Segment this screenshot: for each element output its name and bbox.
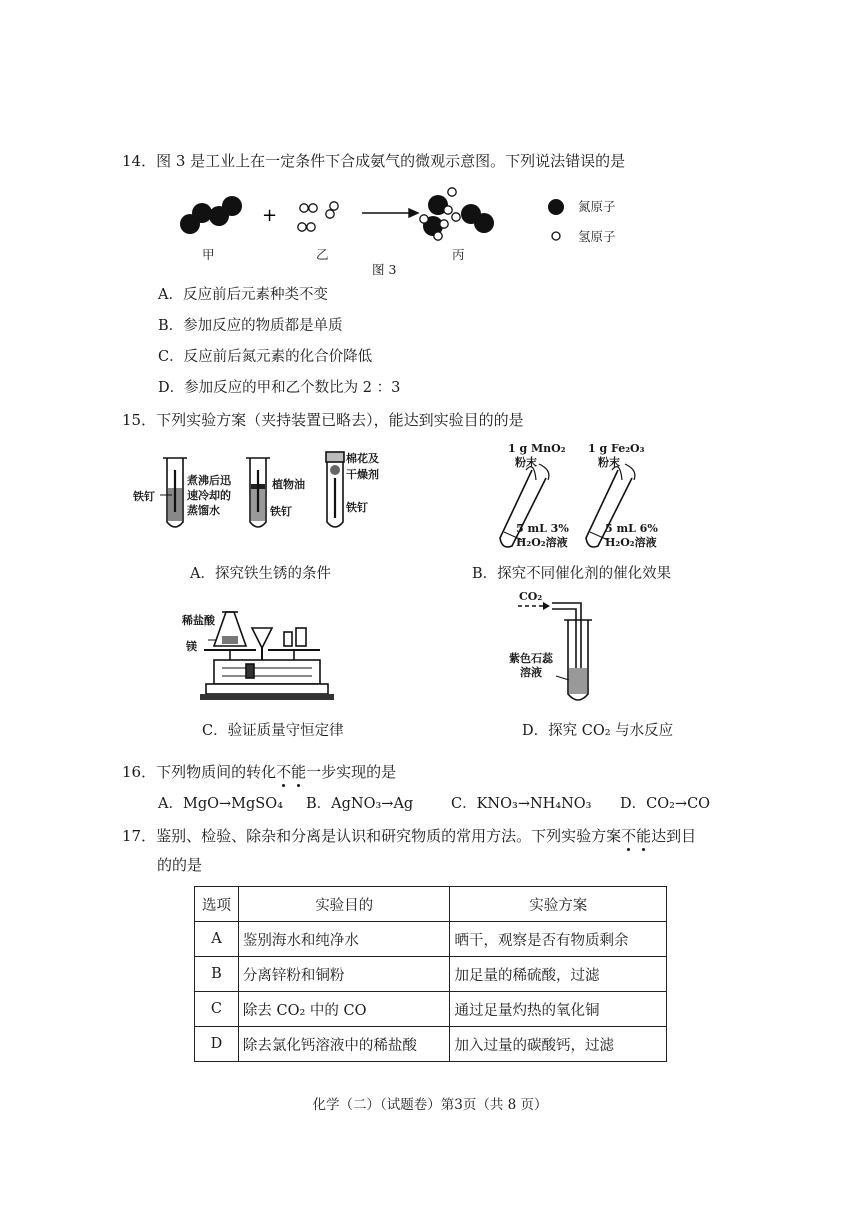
a-cotton-line1: 棉花及: [346, 452, 379, 465]
row-purpose: 除去 CO₂ 中的 CO: [238, 992, 450, 1027]
b-left-sol1: 5 mL 3%: [516, 522, 569, 535]
q17-stem-pre: 17．鉴别、检验、除杂和分离是认识和研究物质的常用方法。下列实验方案: [122, 827, 622, 845]
label-yi: 乙: [316, 247, 329, 262]
a-nail3-label: 铁钉: [346, 501, 368, 514]
row-purpose: 鉴别海水和纯净水: [238, 922, 450, 957]
table-row: [195, 992, 667, 1027]
q16-stem-pre: 16．下列物质间的转化: [122, 763, 277, 781]
b-right-top2: 粉末: [598, 456, 620, 469]
row-method: 晒干，观察是否有物质剩余: [450, 922, 667, 957]
q15-caption-d: D．探究 CO₂ 与水反应: [522, 723, 674, 739]
q14-option-c: C．反应前后氮元素的化合价降低: [158, 349, 373, 365]
q17-table: [194, 886, 667, 1062]
a-water-line1: 煮沸后迅: [187, 474, 231, 487]
row-method: 通过足量灼热的氧化铜: [450, 992, 667, 1027]
header-option: 选项: [195, 887, 239, 922]
row-option: A: [195, 922, 239, 957]
row-purpose: 分离锌粉和铜粉: [238, 957, 450, 992]
q15-caption-b: B．探究不同催化剂的催化效果: [472, 566, 672, 582]
b-right-sol1: 5 mL 6%: [605, 522, 658, 535]
a-nail2-label: 铁钉: [270, 505, 292, 518]
q16-option-b: B．AgNO₃→Ag: [306, 796, 414, 812]
q17-stem-post: 达到目: [651, 827, 697, 845]
q16-option-a: A．MgO→MgSO₄: [158, 796, 283, 812]
a-nail-label: 铁钉: [133, 490, 155, 503]
b-left-top1: 1 g MnO₂: [508, 442, 566, 455]
a-oil-label: 植物油: [272, 478, 305, 491]
row-method: 加入过量的碳酸钙，过滤: [450, 1027, 667, 1062]
figure-caption: 图 3: [372, 262, 397, 277]
table-header-row: [195, 887, 667, 922]
q16-option-d: D．CO₂→CO: [620, 796, 711, 812]
a-cotton-line2: 干燥剂: [346, 468, 379, 481]
header-method: 实验方案: [450, 887, 667, 922]
q16-emphasis-1: 不: [276, 763, 292, 781]
q15-caption-a: A．探究铁生锈的条件: [190, 566, 331, 582]
a-water-line2: 速冷却的: [187, 489, 231, 502]
d-sol-line1: 紫色石蕊: [509, 652, 553, 665]
legend-hydrogen: 氢原子: [578, 229, 616, 244]
q14-option-a: A．反应前后元素种类不变: [158, 287, 328, 303]
table-row: [195, 1027, 667, 1062]
table-row: [195, 922, 667, 957]
q16-option-c: C．KNO₃→NH₄NO₃: [451, 796, 592, 812]
q16-stem-post: 一步实现的是: [306, 763, 397, 781]
legend-nitrogen: 氮原子: [578, 199, 616, 214]
b-right-top1: 1 g Fe₂O₃: [588, 442, 645, 455]
label-bing: 丙: [452, 247, 465, 262]
q14-option-d: D．参加反应的甲和乙个数比为 2 ：3: [158, 380, 401, 396]
q17-stem-line1: [122, 826, 696, 846]
row-option: B: [195, 957, 239, 992]
q15-caption-c: C．验证质量守恒定律: [202, 723, 344, 739]
plus-sign: +: [262, 205, 278, 226]
q15-stem: 15．下列实验方案（夹持装置已略去），能达到实验目的的是: [122, 411, 524, 429]
c-acid-label: 稀盐酸: [182, 614, 215, 627]
q17-stem-line2: 的的是: [157, 856, 203, 874]
b-left-top2: 粉末: [515, 456, 537, 469]
q16-stem: [122, 762, 396, 782]
row-method: 加足量的稀硫酸，过滤: [450, 957, 667, 992]
q16-emphasis-2: 能: [291, 763, 307, 781]
q17-emphasis-1: 不: [621, 827, 637, 845]
page-footer: 化学（二）（试题卷）第3页（共 8 页）: [312, 1097, 548, 1113]
label-jia: 甲: [202, 247, 215, 262]
b-right-sol2: H₂O₂溶液: [605, 536, 657, 549]
table-row: [195, 957, 667, 992]
c-metal-label: 镁: [186, 640, 197, 653]
row-option: D: [195, 1027, 239, 1062]
q14-stem: 14．图 3 是工业上在一定条件下合成氨气的微观示意图。下列说法错误的是: [122, 152, 626, 170]
header-purpose: 实验目的: [238, 887, 450, 922]
d-gas-label: CO₂: [519, 590, 543, 603]
row-purpose: 除去氯化钙溶液中的稀盐酸: [238, 1027, 450, 1062]
row-option: C: [195, 992, 239, 1027]
d-sol-line2: 溶液: [520, 666, 542, 679]
q17-emphasis-2: 能: [636, 827, 652, 845]
b-left-sol2: H₂O₂溶液: [516, 536, 568, 549]
q14-option-b: B．参加反应的物质都是单质: [158, 318, 343, 334]
a-water-line3: 蒸馏水: [187, 504, 220, 517]
